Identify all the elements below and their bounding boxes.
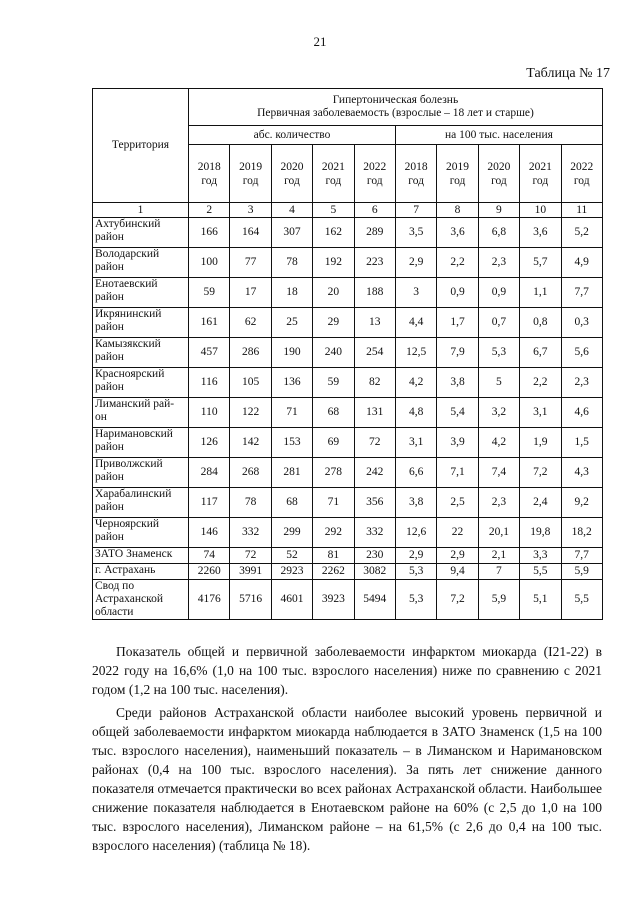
rate-per-100k-cell: 4,9 — [561, 248, 602, 278]
abs-count-cell: 240 — [313, 338, 354, 368]
rate-per-100k-cell: 3,1 — [520, 398, 561, 428]
rate-per-100k-cell: 0,8 — [520, 308, 561, 338]
rate-per-100k-cell: 7,2 — [520, 458, 561, 488]
year-value: 2018 — [197, 160, 221, 173]
table-row — [93, 580, 603, 620]
table-row — [93, 398, 603, 428]
territory-name: ЗАТО Знаменск — [93, 548, 189, 564]
year-suffix: год — [325, 174, 342, 187]
abs-count-cell: 268 — [230, 458, 271, 488]
table-title — [189, 89, 603, 126]
rate-per-100k-cell: 3,8 — [395, 488, 436, 518]
rate-per-100k-cell: 7,1 — [437, 458, 478, 488]
abs-count-cell: 25 — [271, 308, 312, 338]
abs-count-cell: 292 — [313, 518, 354, 548]
table-title-line2: Первичная заболеваемость (взрослые – 18 лет и старше) — [257, 107, 534, 119]
column-number: 3 — [230, 203, 271, 218]
year-value: 2018 — [404, 160, 428, 173]
abs-count-cell: 166 — [189, 218, 230, 248]
rate-per-100k-cell: 1,1 — [520, 278, 561, 308]
year-value: 2020 — [487, 160, 511, 173]
year-suffix: год — [573, 174, 590, 187]
rate-per-100k-cell: 5,1 — [520, 580, 561, 620]
abs-count-cell: 332 — [354, 518, 395, 548]
abs-count-cell: 153 — [271, 428, 312, 458]
rate-per-100k-cell: 5,3 — [395, 580, 436, 620]
territory-name: Харабалинский район — [93, 488, 189, 518]
abs-count-cell: 52 — [271, 548, 312, 564]
rate-per-100k-cell: 5,7 — [520, 248, 561, 278]
abs-count-cell: 286 — [230, 338, 271, 368]
table-row — [93, 338, 603, 368]
rate-per-100k-cell: 20,1 — [478, 518, 519, 548]
table-row — [93, 548, 603, 564]
rate-per-100k-cell: 7,4 — [478, 458, 519, 488]
rate-per-100k-cell: 5,3 — [478, 338, 519, 368]
rate-per-100k-cell: 5 — [478, 368, 519, 398]
year-suffix: год — [201, 174, 218, 187]
territory-name: Лиманский рай-он — [93, 398, 189, 428]
rate-per-100k-cell: 4,2 — [478, 428, 519, 458]
abs-count-cell: 122 — [230, 398, 271, 428]
rate-per-100k-cell: 7,9 — [437, 338, 478, 368]
column-number: 11 — [561, 203, 602, 218]
rate-per-100k-cell: 5,2 — [561, 218, 602, 248]
abs-count-cell: 72 — [230, 548, 271, 564]
abs-count-cell: 164 — [230, 218, 271, 248]
column-number: 9 — [478, 203, 519, 218]
year-value: 2019 — [446, 160, 470, 173]
group-header-per100k: на 100 тыс. населения — [395, 126, 602, 145]
rate-per-100k-cell: 6,6 — [395, 458, 436, 488]
year-value: 2021 — [528, 160, 552, 173]
table-row — [93, 488, 603, 518]
rate-per-100k-cell: 9,2 — [561, 488, 602, 518]
abs-count-cell: 2262 — [313, 564, 354, 580]
column-number: 5 — [313, 203, 354, 218]
abs-count-cell: 307 — [271, 218, 312, 248]
rate-per-100k-cell: 4,3 — [561, 458, 602, 488]
territory-name: г. Астрахань — [93, 564, 189, 580]
abs-count-cell: 136 — [271, 368, 312, 398]
rate-per-100k-cell: 2,2 — [437, 248, 478, 278]
abs-count-cell: 100 — [189, 248, 230, 278]
abs-count-cell: 81 — [313, 548, 354, 564]
territory-name: Свод по Астраханской области — [93, 580, 189, 620]
rate-per-100k-cell: 12,5 — [395, 338, 436, 368]
year-header — [395, 145, 436, 203]
rate-per-100k-cell: 2,2 — [520, 368, 561, 398]
abs-count-cell: 4176 — [189, 580, 230, 620]
rate-per-100k-cell: 1,9 — [520, 428, 561, 458]
abs-count-cell: 131 — [354, 398, 395, 428]
column-number: 2 — [189, 203, 230, 218]
abs-count-cell: 332 — [230, 518, 271, 548]
paragraph-myocardial-infarction: Показатель общей и первичной заболеваемости инфарктом миокарда (I21-22) в 2022 году на 16,6% (1,0 на 100 тыс. взрослого населения) ниже по сравнению с 2021 годом (1,2 на 100 тыс. населения). — [92, 644, 602, 697]
territory-name: Черноярский район — [93, 518, 189, 548]
abs-count-cell: 20 — [313, 278, 354, 308]
abs-count-cell: 62 — [230, 308, 271, 338]
abs-count-cell: 71 — [313, 488, 354, 518]
abs-count-cell: 105 — [230, 368, 271, 398]
rate-per-100k-cell: 2,5 — [437, 488, 478, 518]
abs-count-cell: 284 — [189, 458, 230, 488]
year-header — [478, 145, 519, 203]
abs-count-cell: 242 — [354, 458, 395, 488]
abs-count-cell: 142 — [230, 428, 271, 458]
abs-count-cell: 281 — [271, 458, 312, 488]
abs-count-cell: 77 — [230, 248, 271, 278]
table-row — [93, 518, 603, 548]
rate-per-100k-cell: 2,1 — [478, 548, 519, 564]
rate-per-100k-cell: 2,9 — [437, 548, 478, 564]
abs-count-cell: 13 — [354, 308, 395, 338]
territory-name: Володарский район — [93, 248, 189, 278]
rate-per-100k-cell: 19,8 — [520, 518, 561, 548]
column-number: 7 — [395, 203, 436, 218]
column-number: 8 — [437, 203, 478, 218]
year-value: 2021 — [321, 160, 345, 173]
rate-per-100k-cell: 3,6 — [520, 218, 561, 248]
rate-per-100k-cell: 4,6 — [561, 398, 602, 428]
year-header — [354, 145, 395, 203]
rate-per-100k-cell: 5,6 — [561, 338, 602, 368]
abs-count-cell: 71 — [271, 398, 312, 428]
rate-per-100k-cell: 5,4 — [437, 398, 478, 428]
rate-per-100k-cell: 3,1 — [395, 428, 436, 458]
rate-per-100k-cell: 3,5 — [395, 218, 436, 248]
abs-count-cell: 4601 — [271, 580, 312, 620]
rate-per-100k-cell: 2,9 — [395, 248, 436, 278]
table-title-line1: Гипертоническая болезнь — [332, 94, 459, 106]
table-row — [93, 308, 603, 338]
abs-count-cell: 82 — [354, 368, 395, 398]
rate-per-100k-cell: 6,7 — [520, 338, 561, 368]
abs-count-cell: 289 — [354, 218, 395, 248]
table-row — [93, 248, 603, 278]
abs-count-cell: 457 — [189, 338, 230, 368]
abs-count-cell: 162 — [313, 218, 354, 248]
abs-count-cell: 68 — [313, 398, 354, 428]
territory-name: Приволжский район — [93, 458, 189, 488]
abs-count-cell: 299 — [271, 518, 312, 548]
abs-count-cell: 69 — [313, 428, 354, 458]
rate-per-100k-cell: 2,9 — [395, 548, 436, 564]
rate-per-100k-cell: 4,4 — [395, 308, 436, 338]
territory-name: Ахтубинский район — [93, 218, 189, 248]
year-suffix: год — [242, 174, 259, 187]
abs-count-cell: 5494 — [354, 580, 395, 620]
abs-count-cell: 230 — [354, 548, 395, 564]
abs-count-cell: 59 — [189, 278, 230, 308]
year-suffix: год — [491, 174, 507, 187]
year-suffix: год — [408, 174, 424, 187]
column-number: 10 — [520, 203, 561, 218]
rate-per-100k-cell: 5,9 — [561, 564, 602, 580]
abs-count-cell: 190 — [271, 338, 312, 368]
column-number: 1 — [93, 203, 189, 218]
rate-per-100k-cell: 3,9 — [437, 428, 478, 458]
group-header-abs: абс. количество — [189, 126, 396, 145]
abs-count-cell: 78 — [271, 248, 312, 278]
rate-per-100k-cell: 3,3 — [520, 548, 561, 564]
abs-count-cell: 3082 — [354, 564, 395, 580]
territory-name: Камызякский район — [93, 338, 189, 368]
abs-count-cell: 192 — [313, 248, 354, 278]
abs-count-cell: 2260 — [189, 564, 230, 580]
rate-per-100k-cell: 2,3 — [478, 248, 519, 278]
table-row — [93, 278, 603, 308]
abs-count-cell: 126 — [189, 428, 230, 458]
abs-count-cell: 59 — [313, 368, 354, 398]
abs-count-cell: 110 — [189, 398, 230, 428]
rate-per-100k-cell: 12,6 — [395, 518, 436, 548]
rate-per-100k-cell: 3,8 — [437, 368, 478, 398]
year-header — [437, 145, 478, 203]
year-value: 2022 — [570, 160, 594, 173]
rate-per-100k-cell: 3,6 — [437, 218, 478, 248]
rate-per-100k-cell: 2,3 — [478, 488, 519, 518]
rate-per-100k-cell: 22 — [437, 518, 478, 548]
abs-count-cell: 254 — [354, 338, 395, 368]
rate-per-100k-cell: 3,2 — [478, 398, 519, 428]
year-value: 2020 — [280, 160, 304, 173]
abs-count-cell: 78 — [230, 488, 271, 518]
column-number: 4 — [271, 203, 312, 218]
territory-name: Красноярский район — [93, 368, 189, 398]
table-row — [93, 428, 603, 458]
rate-per-100k-cell: 1,5 — [561, 428, 602, 458]
table-row — [93, 564, 603, 580]
abs-count-cell: 188 — [354, 278, 395, 308]
hypertension-table — [92, 88, 603, 620]
year-value: 2022 — [363, 160, 387, 173]
rate-per-100k-cell: 7,7 — [561, 548, 602, 564]
year-suffix: год — [532, 174, 549, 187]
year-header — [230, 145, 271, 203]
rate-per-100k-cell: 2,4 — [520, 488, 561, 518]
abs-count-cell: 3923 — [313, 580, 354, 620]
rate-per-100k-cell: 7,2 — [437, 580, 478, 620]
rate-per-100k-cell: 4,2 — [395, 368, 436, 398]
rate-per-100k-cell: 9,4 — [437, 564, 478, 580]
rate-per-100k-cell: 4,8 — [395, 398, 436, 428]
table-row — [93, 368, 603, 398]
column-number-row — [93, 203, 603, 218]
territory-name: Наримановский район — [93, 428, 189, 458]
territory-header: Территория — [93, 89, 189, 203]
year-suffix: год — [449, 174, 466, 187]
rate-per-100k-cell: 18,2 — [561, 518, 602, 548]
abs-count-cell: 68 — [271, 488, 312, 518]
year-header — [313, 145, 354, 203]
rate-per-100k-cell: 0,3 — [561, 308, 602, 338]
abs-count-cell: 278 — [313, 458, 354, 488]
abs-count-cell: 116 — [189, 368, 230, 398]
rate-per-100k-cell: 5,5 — [561, 580, 602, 620]
abs-count-cell: 29 — [313, 308, 354, 338]
abs-count-cell: 146 — [189, 518, 230, 548]
year-header — [271, 145, 312, 203]
rate-per-100k-cell: 0,9 — [437, 278, 478, 308]
abs-count-cell: 117 — [189, 488, 230, 518]
page-number: 21 — [313, 34, 327, 49]
abs-count-cell: 2923 — [271, 564, 312, 580]
year-suffix: год — [284, 174, 300, 187]
abs-count-cell: 161 — [189, 308, 230, 338]
table-row — [93, 218, 603, 248]
territory-name: Енотаевский район — [93, 278, 189, 308]
rate-per-100k-cell: 1,7 — [437, 308, 478, 338]
year-header — [189, 145, 230, 203]
abs-count-cell: 5716 — [230, 580, 271, 620]
rate-per-100k-cell: 6,8 — [478, 218, 519, 248]
rate-per-100k-cell: 0,9 — [478, 278, 519, 308]
abs-count-cell: 356 — [354, 488, 395, 518]
rate-per-100k-cell: 5,5 — [520, 564, 561, 580]
rate-per-100k-cell: 0,7 — [478, 308, 519, 338]
table-row — [93, 458, 603, 488]
rate-per-100k-cell: 5,3 — [395, 564, 436, 580]
column-number: 6 — [354, 203, 395, 218]
year-value: 2019 — [239, 160, 263, 173]
rate-per-100k-cell: 7 — [478, 564, 519, 580]
year-suffix: год — [366, 174, 383, 187]
abs-count-cell: 72 — [354, 428, 395, 458]
abs-count-cell: 18 — [271, 278, 312, 308]
rate-per-100k-cell: 7,7 — [561, 278, 602, 308]
abs-count-cell: 223 — [354, 248, 395, 278]
territory-name: Икрянинский район — [93, 308, 189, 338]
rate-per-100k-cell: 3 — [395, 278, 436, 308]
abs-count-cell: 74 — [189, 548, 230, 564]
abs-count-cell: 3991 — [230, 564, 271, 580]
year-header — [561, 145, 602, 203]
rate-per-100k-cell: 5,9 — [478, 580, 519, 620]
paragraph-districts: Среди районов Астраханской области наиболее высокий уровень первичной и общей заболеваемости инфарктом миокарда наблюдается в ЗАТО Знаменск (1,5 на 100 тыс. взрослого населения), наименьший показатель – в Лиманском и Наримановском районах (0,4 на 100 тыс. взрослого населения). За пять лет снижение данного показателя отмечается практически во всех районах Астраханской области. Наибольшее снижение показателя наблюдается в Енотаевском районе на 60% (с 2,5 до 1,0 на 100 тыс. взрослого населения), Лиманском районе – на 61,5% (с 2,6 до 0,4 на 100 тыс. взрослого населения) (таблица № 18). — [92, 705, 602, 853]
rate-per-100k-cell: 2,3 — [561, 368, 602, 398]
year-header — [520, 145, 561, 203]
abs-count-cell: 17 — [230, 278, 271, 308]
table-label: Таблица № 17 — [526, 66, 610, 81]
